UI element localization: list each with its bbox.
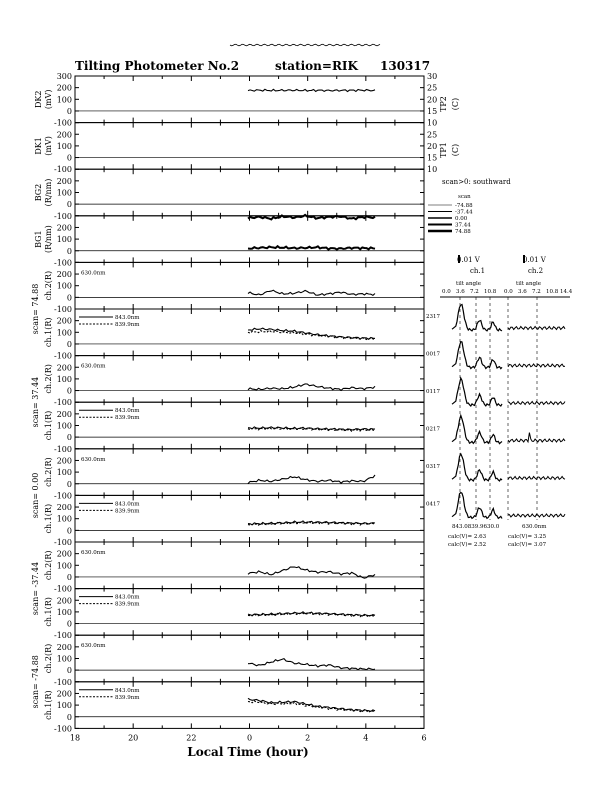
panel-frame <box>75 76 424 123</box>
series-630-0nm <box>248 290 375 295</box>
y-tick-label: 200 <box>56 223 72 233</box>
right-tick-label: 25 <box>427 130 438 140</box>
channel-label: ch.2(R) <box>44 643 53 674</box>
y-tick-label: 0 <box>66 246 72 256</box>
line-843-label: 843.0nm <box>115 315 140 321</box>
panel-13 <box>44 682 424 734</box>
chart-title: Tilting Photometer No.2 <box>75 59 240 73</box>
line-839-label: 839.9nm <box>115 601 140 608</box>
scan-group-label: scan= 0.00 <box>31 472 40 519</box>
panel-label: BG1 <box>34 230 43 248</box>
ch2-tick-label: 7.2 <box>532 289 541 295</box>
y-tick-label: 200 <box>56 316 72 326</box>
channel-label: ch.2(R) <box>44 550 53 581</box>
y-tick-label: 200 <box>56 83 72 93</box>
panel-stack <box>34 72 424 733</box>
ch2-tick-label: 0.0 <box>504 289 513 295</box>
right-tick-label: 30 <box>427 72 438 81</box>
channel-label: ch.1(R) <box>44 503 53 534</box>
ch1-tick-label: 3.6 <box>456 289 465 295</box>
right-tick-label: 20 <box>427 141 438 151</box>
line-630-label: 630.0nm <box>81 270 106 277</box>
series-843-0nm <box>248 612 375 616</box>
panel-frame <box>75 356 424 403</box>
panel-unit: (R/nm) <box>44 178 53 207</box>
x-tick-label: 20 <box>128 733 139 743</box>
line-630-label: 630.0nm <box>81 550 106 556</box>
series-843-0nm <box>248 521 375 525</box>
right-tick-label: 20 <box>427 95 438 105</box>
series-DK2 <box>248 89 375 91</box>
panel-9 <box>44 495 424 547</box>
scan-group-label: scan= -37.44 <box>31 561 40 616</box>
tilt-trace-ch2 <box>508 433 565 442</box>
legend-entry: 74.88 <box>455 229 471 235</box>
series-630-0nm <box>248 659 375 670</box>
scan-group-labels <box>31 284 40 709</box>
panel-frame <box>75 216 424 263</box>
ch1-tick-label: 10.8 <box>484 289 497 295</box>
y-tick-label: 200 <box>56 503 72 513</box>
legend-entry: 0.00 <box>455 216 468 222</box>
panel-7 <box>44 402 424 454</box>
y-tick-label: 300 <box>56 72 72 81</box>
scale-ch2-label: 0.01 V <box>523 256 546 264</box>
panel-5 <box>44 309 424 361</box>
calc-ch2-b: calc(V)= 3.07 <box>508 542 547 548</box>
line-630-label: 630.0nm <box>81 643 106 650</box>
ch1-tick-label: 7.2 <box>470 289 479 295</box>
calc-ch1-b: calc(V)= 2.52 <box>448 542 487 548</box>
y-tick-label: -100 <box>54 724 72 734</box>
ch2-tick-label: 3.6 <box>518 289 527 295</box>
panel-11 <box>44 589 424 641</box>
x-axis <box>70 733 427 742</box>
right-axis <box>427 72 437 174</box>
panel-4 <box>44 262 424 314</box>
panel-frame <box>75 169 424 216</box>
y-tick-label: 200 <box>56 176 72 186</box>
tilt-angle-inset <box>426 255 573 548</box>
channel-label: ch.2(R) <box>44 270 53 301</box>
panel-2 <box>34 169 424 221</box>
panel-0 <box>34 72 424 128</box>
panel-12 <box>44 635 424 687</box>
x-tick-label: 18 <box>69 733 81 743</box>
line-843-label: 843.0nm <box>115 501 140 508</box>
scan-direction-note: scan>0: southward <box>442 178 511 186</box>
tilt-label-ch2: tilt angle <box>516 281 542 287</box>
tilt-trace-ch2 <box>508 364 565 367</box>
panel-frame <box>75 542 424 589</box>
tilt-trace-ch1 <box>452 305 502 331</box>
tilt-trace-ch2 <box>508 514 565 517</box>
y-tick-label: -100 <box>54 398 72 408</box>
y-tick-label: 0 <box>66 526 72 536</box>
tilt-trace-ch2 <box>508 327 565 330</box>
bg-legend <box>428 203 473 235</box>
y-tick-label: -100 <box>54 258 72 268</box>
panel-8 <box>44 449 424 501</box>
panel-unit: (mV) <box>44 89 53 110</box>
tilt-trace-ch1 <box>452 378 502 406</box>
x-axis-label: Local Time (hour) <box>187 745 309 759</box>
y-tick-label: -100 <box>54 584 72 594</box>
y-tick-label: 0 <box>66 572 72 582</box>
y-tick-label: 200 <box>56 596 72 606</box>
y-tick-label: 0 <box>66 712 72 722</box>
y-tick-label: 0 <box>66 386 72 396</box>
y-tick-label: 0 <box>66 153 72 163</box>
y-tick-label: 200 <box>56 689 72 699</box>
channel-label: ch.1(R) <box>44 690 53 720</box>
y-tick-label: 100 <box>56 701 72 711</box>
row-time-label: 0417 <box>426 501 440 508</box>
y-tick-label: 200 <box>56 549 72 559</box>
x-tick-label: 6 <box>421 733 427 743</box>
panel-frame <box>75 262 424 309</box>
panel-frame <box>75 635 424 682</box>
y-tick-label: 100 <box>56 654 72 664</box>
series-BG1 <box>248 246 375 249</box>
panel-1 <box>34 123 424 175</box>
tilt-trace-ch2 <box>508 402 565 405</box>
series-630-0nm <box>248 384 375 391</box>
y-tick-label: 100 <box>56 235 72 245</box>
tp2-label-2: (C) <box>451 97 460 111</box>
legend-entry: -74.88 <box>455 203 473 209</box>
panel-6 <box>44 356 424 408</box>
tilt-trace-ch1 <box>452 493 502 519</box>
y-tick-label: 200 <box>56 409 72 419</box>
tilt-trace-ch2 <box>508 477 565 480</box>
y-tick-label: 0 <box>66 200 72 210</box>
ch1-title: ch.1 <box>470 267 486 275</box>
right-tick-label: 10 <box>427 165 438 175</box>
line-839-label: 839.9nm <box>115 415 140 422</box>
line-630-label: 630.0nm <box>81 456 106 463</box>
channel-label: ch.2(R) <box>44 364 53 394</box>
tilt-label-ch1: tilt angle <box>456 281 482 287</box>
y-tick-label: 100 <box>56 514 72 524</box>
y-tick-label: 200 <box>56 456 72 466</box>
tp1-label-2: (C) <box>451 143 460 157</box>
y-tick-label: 200 <box>56 270 72 280</box>
panel-frame <box>75 449 424 496</box>
y-tick-label: 100 <box>56 95 72 105</box>
calc-ch1-a: calc(V)= 2.63 <box>448 534 487 540</box>
calc-ch2-a: calc(V)= 3.25 <box>508 534 547 540</box>
y-tick-label: 100 <box>56 188 72 198</box>
y-tick-label: 0 <box>66 293 72 303</box>
y-tick-label: 200 <box>56 363 72 373</box>
y-tick-label: 100 <box>56 141 72 151</box>
bottom-ch1-label: 843.0839.9630.0 <box>452 524 500 530</box>
series-630-0nm <box>248 475 375 484</box>
line-630-label: 630.0nm <box>81 363 106 370</box>
ch2-tick-label: 10.8 <box>546 289 559 295</box>
y-tick-label: 0 <box>66 619 72 629</box>
legend-title: scan <box>458 194 471 200</box>
x-tick-label: 0 <box>246 733 253 743</box>
y-tick-label: 100 <box>56 607 72 617</box>
panel-10 <box>44 542 424 594</box>
y-tick-label: -100 <box>54 211 72 221</box>
y-tick-label: 0 <box>66 339 72 349</box>
tp-top-trace <box>230 44 380 46</box>
y-tick-label: 200 <box>56 130 72 140</box>
ch2-tick-label: 14.4 <box>560 289 573 295</box>
row-time-label: 2317 <box>426 314 440 320</box>
y-tick-label: -100 <box>54 351 72 361</box>
y-tick-label: -100 <box>54 165 72 175</box>
panel-unit: (R/nm) <box>44 225 53 253</box>
row-time-label: 0017 <box>426 351 440 358</box>
line-843-label: 843.0nm <box>115 408 140 415</box>
line-839-label: 839.9nm <box>115 508 140 515</box>
panel-3 <box>34 216 424 268</box>
line-839-label: 839.9nm <box>115 322 140 328</box>
row-time-label: 0217 <box>426 426 440 433</box>
y-tick-label: 0 <box>66 433 72 443</box>
right-tick-label: 10 <box>427 118 438 128</box>
line-843-label: 843.0nm <box>115 687 140 694</box>
y-tick-label: 100 <box>56 468 72 478</box>
series-839-9nm <box>248 330 375 340</box>
panel-label: BG2 <box>34 183 43 202</box>
y-tick-label: 0 <box>66 666 72 676</box>
y-tick-label: -100 <box>54 305 72 314</box>
y-tick-label: 100 <box>56 374 72 384</box>
channel-label: ch.1(R) <box>44 317 53 348</box>
y-tick-label: 0 <box>66 479 72 489</box>
y-tick-label: 100 <box>56 561 72 571</box>
y-tick-label: 0 <box>66 106 72 116</box>
y-tick-label: 100 <box>56 328 72 338</box>
right-tick-label: 25 <box>427 83 438 93</box>
panel-label: DK1 <box>34 137 43 155</box>
legend-entry: -37.44 <box>455 209 473 216</box>
right-tick-label: 15 <box>427 153 438 163</box>
channel-label: ch.1(R) <box>44 410 53 441</box>
channel-label: ch.2(R) <box>44 457 53 487</box>
bottom-ch2-label: 630.0nm <box>522 524 547 530</box>
line-839-label: 839.9nm <box>115 694 140 701</box>
scan-group-label: scan= 74.88 <box>31 283 40 335</box>
tilt-trace-ch1 <box>452 416 502 444</box>
station-label: station=RIK <box>275 59 358 73</box>
panel-unit: (mV) <box>44 136 53 156</box>
row-time-label: 0317 <box>426 464 440 470</box>
tilt-trace-ch1 <box>452 342 502 369</box>
y-tick-label: -100 <box>54 631 72 641</box>
date-label: 130317 <box>380 59 431 73</box>
y-tick-label: -100 <box>54 118 72 128</box>
y-tick-label: -100 <box>54 677 72 687</box>
tp1-label-1: TP1 <box>439 142 448 158</box>
scale-ch1-label: 0.01 V <box>457 256 480 264</box>
legend-entry: 37.44 <box>455 222 471 229</box>
right-tick-label: 15 <box>427 106 438 116</box>
series-843-0nm <box>248 698 375 711</box>
line-843-label: 843.0nm <box>115 594 140 601</box>
y-tick-label: 100 <box>56 281 72 291</box>
panel-frame <box>75 123 424 170</box>
panel-label: DK2 <box>34 90 43 109</box>
y-tick-label: -100 <box>54 538 72 547</box>
x-tick-label: 22 <box>186 733 197 743</box>
y-tick-label: 100 <box>56 421 72 431</box>
scan-group-label: scan= 37.44 <box>31 376 40 428</box>
scan-group-label: scan= -74.88 <box>31 655 40 709</box>
tilt-trace-ch1 <box>452 454 502 481</box>
ch2-title: ch.2 <box>528 267 544 275</box>
y-tick-label: 200 <box>56 642 72 652</box>
channel-label: ch.1(R) <box>44 597 53 627</box>
row-time-label: 0117 <box>426 389 440 395</box>
y-tick-label: -100 <box>54 491 72 501</box>
tp2-label-1: TP2 <box>439 96 448 112</box>
x-tick-label: 2 <box>305 733 311 743</box>
y-tick-label: -100 <box>54 444 72 454</box>
ch1-tick-label: 0.0 <box>442 289 451 295</box>
x-tick-label: 4 <box>363 733 369 743</box>
series-630-0nm <box>248 567 375 578</box>
